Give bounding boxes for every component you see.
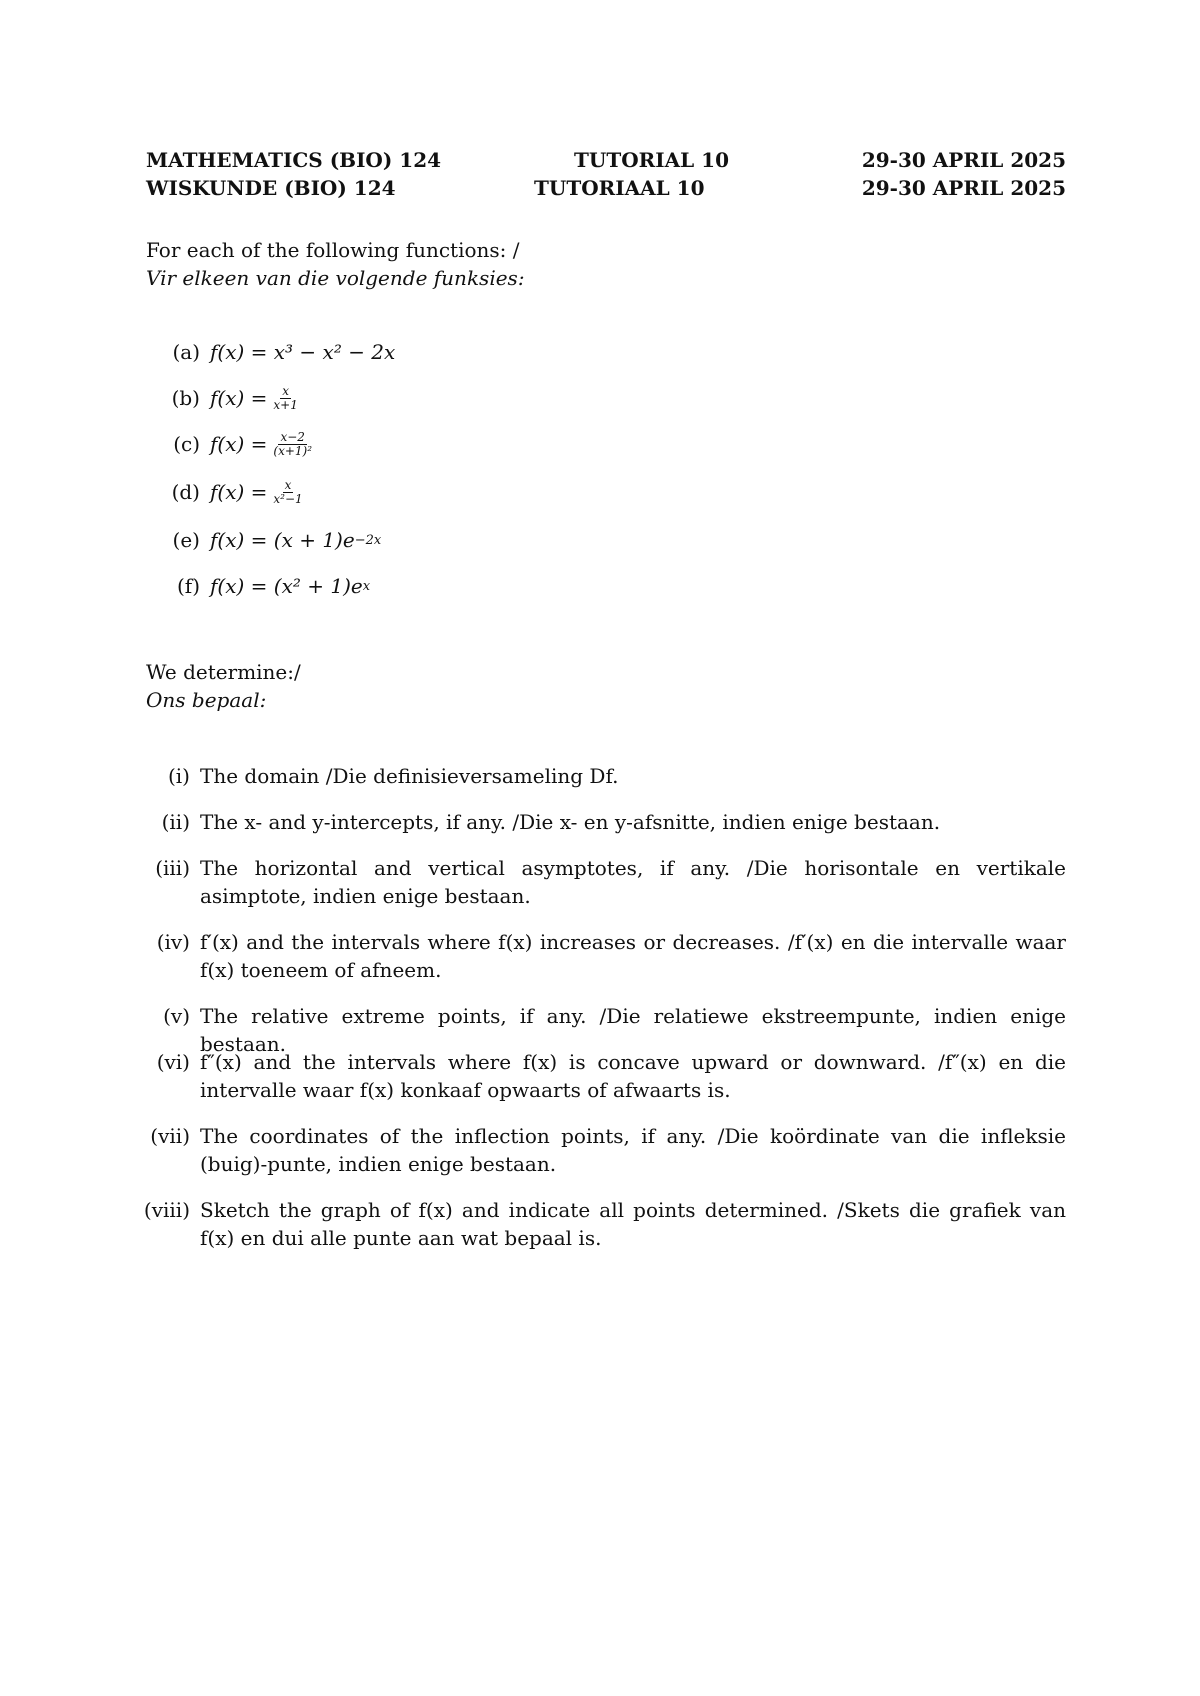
function-lhs: f(x) = — [210, 480, 268, 504]
task-item — [136, 808, 1066, 836]
fraction — [271, 385, 299, 412]
determine-english: We determine:/ — [146, 660, 301, 684]
task-text: The relative extreme points, if any. /Die relatiewe ekstreempunte, indien enige bestaan. — [200, 1004, 1066, 1056]
function-label: (f) — [176, 574, 200, 598]
fraction — [271, 479, 304, 506]
task-item — [136, 1122, 1066, 1178]
task-text: The x- and y-intercepts, if any. /Die x- en y-afsnitte, indien enige bestaan. — [200, 810, 941, 834]
task-text: The domain /Die definisieversameling Df. — [200, 764, 619, 788]
numerator: x−2 — [280, 429, 305, 444]
determine-afrikaans: Ons bepaal: — [146, 688, 267, 712]
task-item — [136, 854, 1066, 910]
task-item — [136, 1048, 1066, 1104]
task-label: (i) — [167, 764, 190, 788]
task-label: (vii) — [150, 1124, 190, 1148]
task-label: (viii) — [143, 1198, 190, 1222]
header-line-afrikaans — [146, 176, 1066, 206]
function-e — [160, 520, 381, 560]
function-label: (e) — [172, 528, 200, 552]
function-lhs: f(x) = — [210, 340, 268, 364]
function-c — [160, 424, 314, 464]
task-text: The horizontal and vertical asymptotes, if any. /Die horisontale en vertikale asimptote, indien enige bestaan. — [200, 856, 1066, 908]
function-f — [160, 566, 370, 606]
function-exponent: −2x — [354, 532, 382, 548]
tutorial-title: TUTORIAL 10 — [574, 148, 729, 172]
denominator: x²−1 — [273, 491, 303, 506]
function-expression: (x + 1)e — [273, 528, 355, 552]
numerator: x — [284, 477, 292, 492]
function-label: (b) — [171, 386, 200, 410]
task-label: (ii) — [161, 810, 190, 834]
task-item — [136, 928, 1066, 984]
function-a — [160, 332, 395, 372]
task-item — [136, 762, 1066, 790]
function-exponent: x — [362, 578, 371, 594]
course-title-af: WISKUNDE (BIO) 124 — [146, 176, 396, 200]
function-label: (a) — [172, 340, 200, 364]
task-label: (vi) — [156, 1050, 190, 1074]
fraction — [271, 431, 314, 458]
task-text: Sketch the graph of f(x) and indicate all points determined. /Skets die grafiek van f(x) en dui alle punte aan wat bepaal is. — [200, 1198, 1066, 1250]
function-label: (d) — [171, 480, 200, 504]
task-text: f″(x) and the intervals where f(x) is concave upward or downward. /f″(x) en die intervalle waar f(x) konkaaf opwaarts of afwaarts is. — [200, 1050, 1066, 1102]
intro-english: For each of the following functions: / — [146, 238, 520, 262]
task-label: (iii) — [155, 856, 190, 880]
tutorial-date: 29-30 APRIL 2025 — [861, 148, 1066, 172]
function-label: (c) — [173, 432, 200, 456]
function-lhs: f(x) = — [210, 528, 268, 552]
task-text: f′(x) and the intervals where f(x) increases or decreases. /f′(x) en die intervalle waar f(x) toeneem of afneem. — [200, 930, 1066, 982]
tutorial-date-af: 29-30 APRIL 2025 — [861, 176, 1066, 200]
function-expression: (x² + 1)e — [273, 574, 363, 598]
numerator: x — [282, 383, 290, 398]
function-lhs: f(x) = — [210, 574, 268, 598]
function-b — [160, 378, 300, 418]
tutorial-title-af: TUTORIAAL 10 — [534, 176, 705, 200]
task-text: The coordinates of the inflection points, if any. /Die koördinate van die infleksie (buig)-punte, indien enige bestaan. — [200, 1124, 1066, 1176]
task-item — [136, 1196, 1066, 1252]
course-title: MATHEMATICS (BIO) 124 — [146, 148, 442, 172]
header-line-english — [146, 148, 1066, 178]
intro-text — [146, 236, 525, 292]
function-lhs: f(x) = — [210, 432, 268, 456]
function-expression: x³ − x² − 2x — [273, 340, 396, 364]
determine-text — [146, 658, 301, 714]
denominator: x+1 — [273, 397, 298, 412]
denominator: (x+1)² — [273, 443, 313, 458]
function-lhs: f(x) = — [210, 386, 268, 410]
intro-afrikaans: Vir elkeen van die volgende funksies: — [146, 266, 525, 290]
function-d — [160, 472, 305, 512]
task-label: (v) — [163, 1004, 190, 1028]
task-label: (iv) — [156, 930, 190, 954]
